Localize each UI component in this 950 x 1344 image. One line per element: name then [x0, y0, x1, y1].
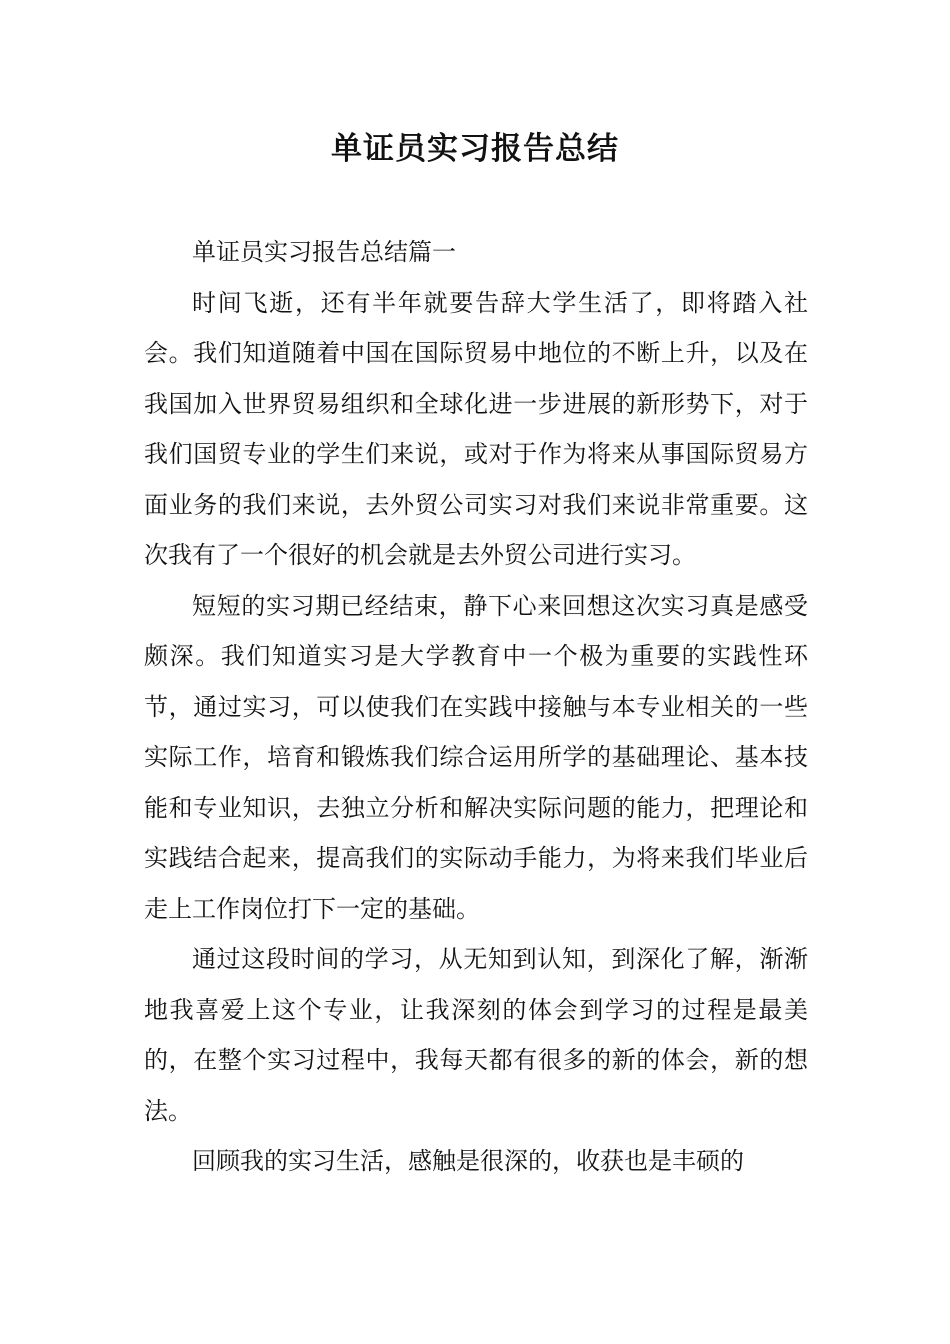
section-heading: 单证员实习报告总结篇一 — [192, 238, 456, 266]
paragraph-4: 回顾我的实习生活，感触是很深的，收获也是丰硕的 — [192, 1147, 744, 1175]
document-title: 单证员实习报告总结 — [331, 131, 619, 167]
paragraph-2: 短短的实习期已经结束，静下心来回想这次实习真是感受颇深。我们知道实习是大学教育中一个极为重要的实践性环节，通过实习，可以使我们在实践中接触与本专业相关的一些实际工作，培育和锻炼我们综合运用所学的基础理论、基本技能和专业知识，去独立分析和解决实际问题的能力，把理论和实践结合起来，提高我们的实际动手能力，为将来我们毕业后走上工作岗位打下一定的基础。 — [144, 591, 808, 923]
paragraph-3: 通过这段时间的学习，从无知到认知，到深化了解，渐渐地我喜爱上这个专业，让我深刻的体会到学习的过程是最美的，在整个实习过程中，我每天都有很多的新的体会，新的想法。 — [144, 945, 808, 1125]
document-body — [144, 227, 808, 1187]
paragraph-1: 时间飞逝，还有半年就要告辞大学生活了，即将踏入社会。我们知道随着中国在国际贸易中地位的不断上升，以及在我国加入世界贸易组织和全球化进一步进展的新形势下，对于我们国贸专业的学生们来说，或对于作为将来从事国际贸易方面业务的我们来说，去外贸公司实习对我们来说非常重要。这次我有了一个很好的机会就是去外贸公司进行实习。 — [144, 288, 808, 569]
